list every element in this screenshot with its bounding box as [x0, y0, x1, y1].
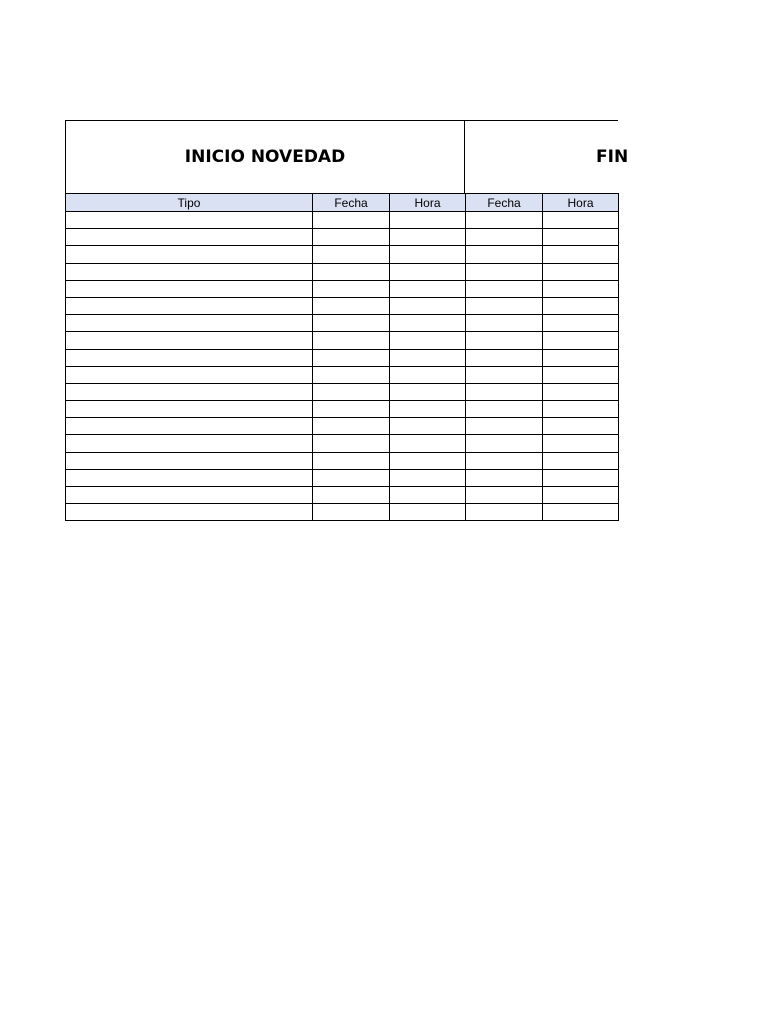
- fecha-inicio-cell[interactable]: [313, 504, 390, 521]
- table-row: [66, 332, 619, 349]
- column-header-tipo: Tipo: [66, 194, 313, 212]
- hora-inicio-cell[interactable]: [390, 383, 466, 400]
- fin-novedad-title: FIN: [596, 147, 629, 167]
- tipo-cell[interactable]: [66, 366, 313, 383]
- hora-inicio-cell[interactable]: [390, 280, 466, 297]
- hora-inicio-cell[interactable]: [390, 469, 466, 486]
- fecha-fin-cell[interactable]: [466, 452, 543, 469]
- fecha-inicio-cell[interactable]: [313, 401, 390, 418]
- table-row: [66, 383, 619, 400]
- fecha-inicio-cell[interactable]: [313, 263, 390, 280]
- hora-inicio-cell[interactable]: [390, 212, 466, 229]
- fecha-fin-cell[interactable]: [466, 315, 543, 332]
- tipo-cell[interactable]: [66, 280, 313, 297]
- hora-inicio-cell[interactable]: [390, 435, 466, 452]
- fecha-inicio-cell[interactable]: [313, 332, 390, 349]
- tipo-cell[interactable]: [66, 297, 313, 314]
- table-row: [66, 435, 619, 452]
- hora-fin-cell[interactable]: [543, 383, 619, 400]
- table-row: [66, 212, 619, 229]
- hora-fin-cell[interactable]: [543, 280, 619, 297]
- tipo-cell[interactable]: [66, 383, 313, 400]
- hora-fin-cell[interactable]: [543, 332, 619, 349]
- fecha-fin-cell[interactable]: [466, 332, 543, 349]
- fecha-inicio-cell[interactable]: [313, 297, 390, 314]
- hora-fin-cell[interactable]: [543, 435, 619, 452]
- tipo-cell[interactable]: [66, 332, 313, 349]
- table-row: [66, 366, 619, 383]
- table-row: [66, 504, 619, 521]
- fecha-fin-cell[interactable]: [466, 263, 543, 280]
- fecha-inicio-cell[interactable]: [313, 229, 390, 246]
- fecha-fin-cell[interactable]: [466, 246, 543, 263]
- tipo-cell[interactable]: [66, 212, 313, 229]
- fecha-fin-cell[interactable]: [466, 366, 543, 383]
- tipo-cell[interactable]: [66, 229, 313, 246]
- fecha-inicio-cell[interactable]: [313, 349, 390, 366]
- hora-inicio-cell[interactable]: [390, 229, 466, 246]
- table-row: [66, 263, 619, 280]
- fecha-fin-cell[interactable]: [466, 401, 543, 418]
- table-row: [66, 280, 619, 297]
- table-row: [66, 229, 619, 246]
- tipo-cell[interactable]: [66, 435, 313, 452]
- table-row: [66, 315, 619, 332]
- tipo-cell[interactable]: [66, 504, 313, 521]
- tipo-cell[interactable]: [66, 263, 313, 280]
- hora-inicio-cell[interactable]: [390, 487, 466, 504]
- fecha-inicio-cell[interactable]: [313, 366, 390, 383]
- fecha-fin-cell[interactable]: [466, 504, 543, 521]
- fecha-inicio-cell[interactable]: [313, 469, 390, 486]
- fecha-fin-cell[interactable]: [466, 435, 543, 452]
- tipo-cell[interactable]: [66, 349, 313, 366]
- table-body: [66, 212, 619, 521]
- tipo-cell[interactable]: [66, 418, 313, 435]
- fecha-inicio-cell[interactable]: [313, 418, 390, 435]
- hora-fin-cell[interactable]: [543, 366, 619, 383]
- hora-fin-cell[interactable]: [543, 418, 619, 435]
- fecha-fin-cell[interactable]: [466, 469, 543, 486]
- hora-fin-cell[interactable]: [543, 315, 619, 332]
- hora-fin-cell[interactable]: [543, 487, 619, 504]
- hora-inicio-cell[interactable]: [390, 452, 466, 469]
- fecha-inicio-cell[interactable]: [313, 487, 390, 504]
- hora-fin-cell[interactable]: [543, 212, 619, 229]
- fecha-fin-cell[interactable]: [466, 212, 543, 229]
- section-header-row: [65, 120, 629, 193]
- tipo-cell[interactable]: [66, 315, 313, 332]
- hora-inicio-cell[interactable]: [390, 418, 466, 435]
- fecha-inicio-cell[interactable]: [313, 246, 390, 263]
- hora-fin-cell[interactable]: [543, 229, 619, 246]
- table-row: [66, 469, 619, 486]
- column-header-hora-fin: Hora: [543, 194, 619, 212]
- fecha-inicio-cell[interactable]: [313, 212, 390, 229]
- column-header-row: [66, 194, 619, 212]
- fecha-fin-cell[interactable]: [466, 418, 543, 435]
- hora-fin-cell[interactable]: [543, 349, 619, 366]
- hora-fin-cell[interactable]: [543, 401, 619, 418]
- hora-inicio-cell[interactable]: [390, 263, 466, 280]
- hora-inicio-cell[interactable]: [390, 504, 466, 521]
- column-header-fecha-fin: Fecha: [466, 194, 543, 212]
- hora-inicio-cell[interactable]: [390, 332, 466, 349]
- table-row: [66, 297, 619, 314]
- fecha-inicio-cell[interactable]: [313, 435, 390, 452]
- table-row: [66, 487, 619, 504]
- novedades-sheet: [65, 120, 629, 521]
- table-row: [66, 452, 619, 469]
- table-row: [66, 418, 619, 435]
- hora-inicio-cell[interactable]: [390, 349, 466, 366]
- fecha-fin-cell[interactable]: [466, 229, 543, 246]
- column-header-fecha-inicio: Fecha: [313, 194, 390, 212]
- hora-fin-cell[interactable]: [543, 452, 619, 469]
- hora-inicio-cell[interactable]: [390, 366, 466, 383]
- inicio-novedad-title: INICIO NOVEDAD: [66, 121, 465, 193]
- tipo-cell[interactable]: [66, 452, 313, 469]
- hora-fin-cell[interactable]: [543, 469, 619, 486]
- hora-inicio-cell[interactable]: [390, 315, 466, 332]
- hora-fin-cell[interactable]: [543, 246, 619, 263]
- tipo-cell[interactable]: [66, 246, 313, 263]
- hora-inicio-cell[interactable]: [390, 297, 466, 314]
- hora-fin-cell[interactable]: [543, 297, 619, 314]
- fecha-fin-cell[interactable]: [466, 280, 543, 297]
- hora-fin-cell[interactable]: [543, 263, 619, 280]
- tipo-cell[interactable]: [66, 401, 313, 418]
- fecha-inicio-cell[interactable]: [313, 315, 390, 332]
- fecha-inicio-cell[interactable]: [313, 280, 390, 297]
- fecha-fin-cell[interactable]: [466, 349, 543, 366]
- fecha-inicio-cell[interactable]: [313, 452, 390, 469]
- novedades-table: [65, 193, 619, 521]
- table-row: [66, 349, 619, 366]
- fecha-fin-cell[interactable]: [466, 297, 543, 314]
- fecha-fin-cell[interactable]: [466, 487, 543, 504]
- fecha-fin-cell[interactable]: [466, 383, 543, 400]
- table-row: [66, 246, 619, 263]
- tipo-cell[interactable]: [66, 487, 313, 504]
- hora-fin-cell[interactable]: [543, 504, 619, 521]
- column-header-hora-inicio: Hora: [390, 194, 466, 212]
- table-row: [66, 401, 619, 418]
- fecha-inicio-cell[interactable]: [313, 383, 390, 400]
- hora-inicio-cell[interactable]: [390, 246, 466, 263]
- hora-inicio-cell[interactable]: [390, 401, 466, 418]
- tipo-cell[interactable]: [66, 469, 313, 486]
